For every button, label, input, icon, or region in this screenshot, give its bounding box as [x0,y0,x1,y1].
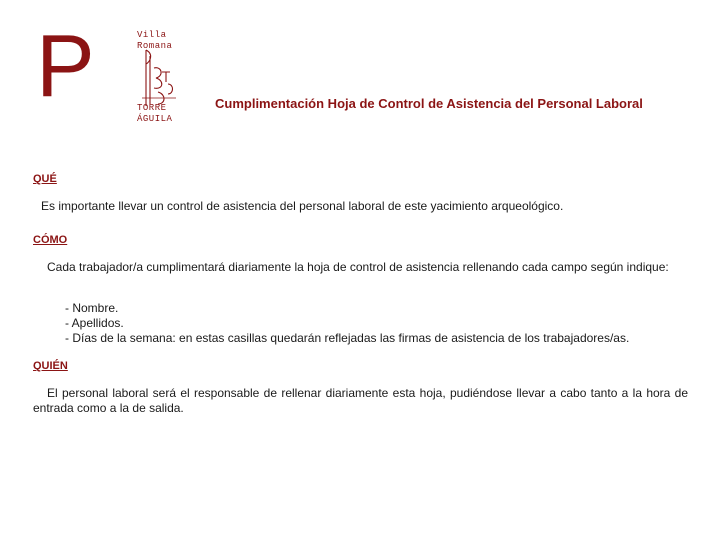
logo-line-romana: Romana [137,41,173,51]
section-text-como: Cada trabajador/a cumplimentará diariamente la hoja de control de asistencia rellenando cada campo según indique: [47,260,669,274]
section-quien [33,359,688,416]
section-heading-como: CÓMO [33,234,68,246]
list-item-dias: - Días de la semana: en estas casillas quedarán reflejadas las firmas de asistencia de los trabajadores/as. [65,331,630,345]
section-heading-que: QUÉ [33,173,57,185]
como-list [65,301,629,346]
logo-bottom-text [137,103,172,125]
logo-line-aguila: ÁGUILA [137,114,173,124]
section-que [33,172,688,214]
document-title: Cumplimentación Hoja de Control de Asistencia del Personal Laboral [215,96,643,111]
section-text-que: Es importante llevar un control de asistencia del personal laboral de este yacimiento arqueológico. [41,199,564,213]
big-letter-p: P [36,16,95,115]
logo-line-torre: TORRE [137,103,167,113]
villa-logo-icon [140,48,180,108]
list-item-nombre: - Nombre. [65,301,119,315]
section-como [33,233,688,275]
section-text-quien: El personal laboral será el responsable de rellenar diariamente esta hoja, pudiéndose llevar a cabo tanto a la hora de entrada como a la de salida. [33,386,688,415]
list-item-apellidos: - Apellidos. [65,316,124,330]
logo-line-villa: Villa [137,30,167,40]
section-heading-quien: QUIÉN [33,360,68,372]
